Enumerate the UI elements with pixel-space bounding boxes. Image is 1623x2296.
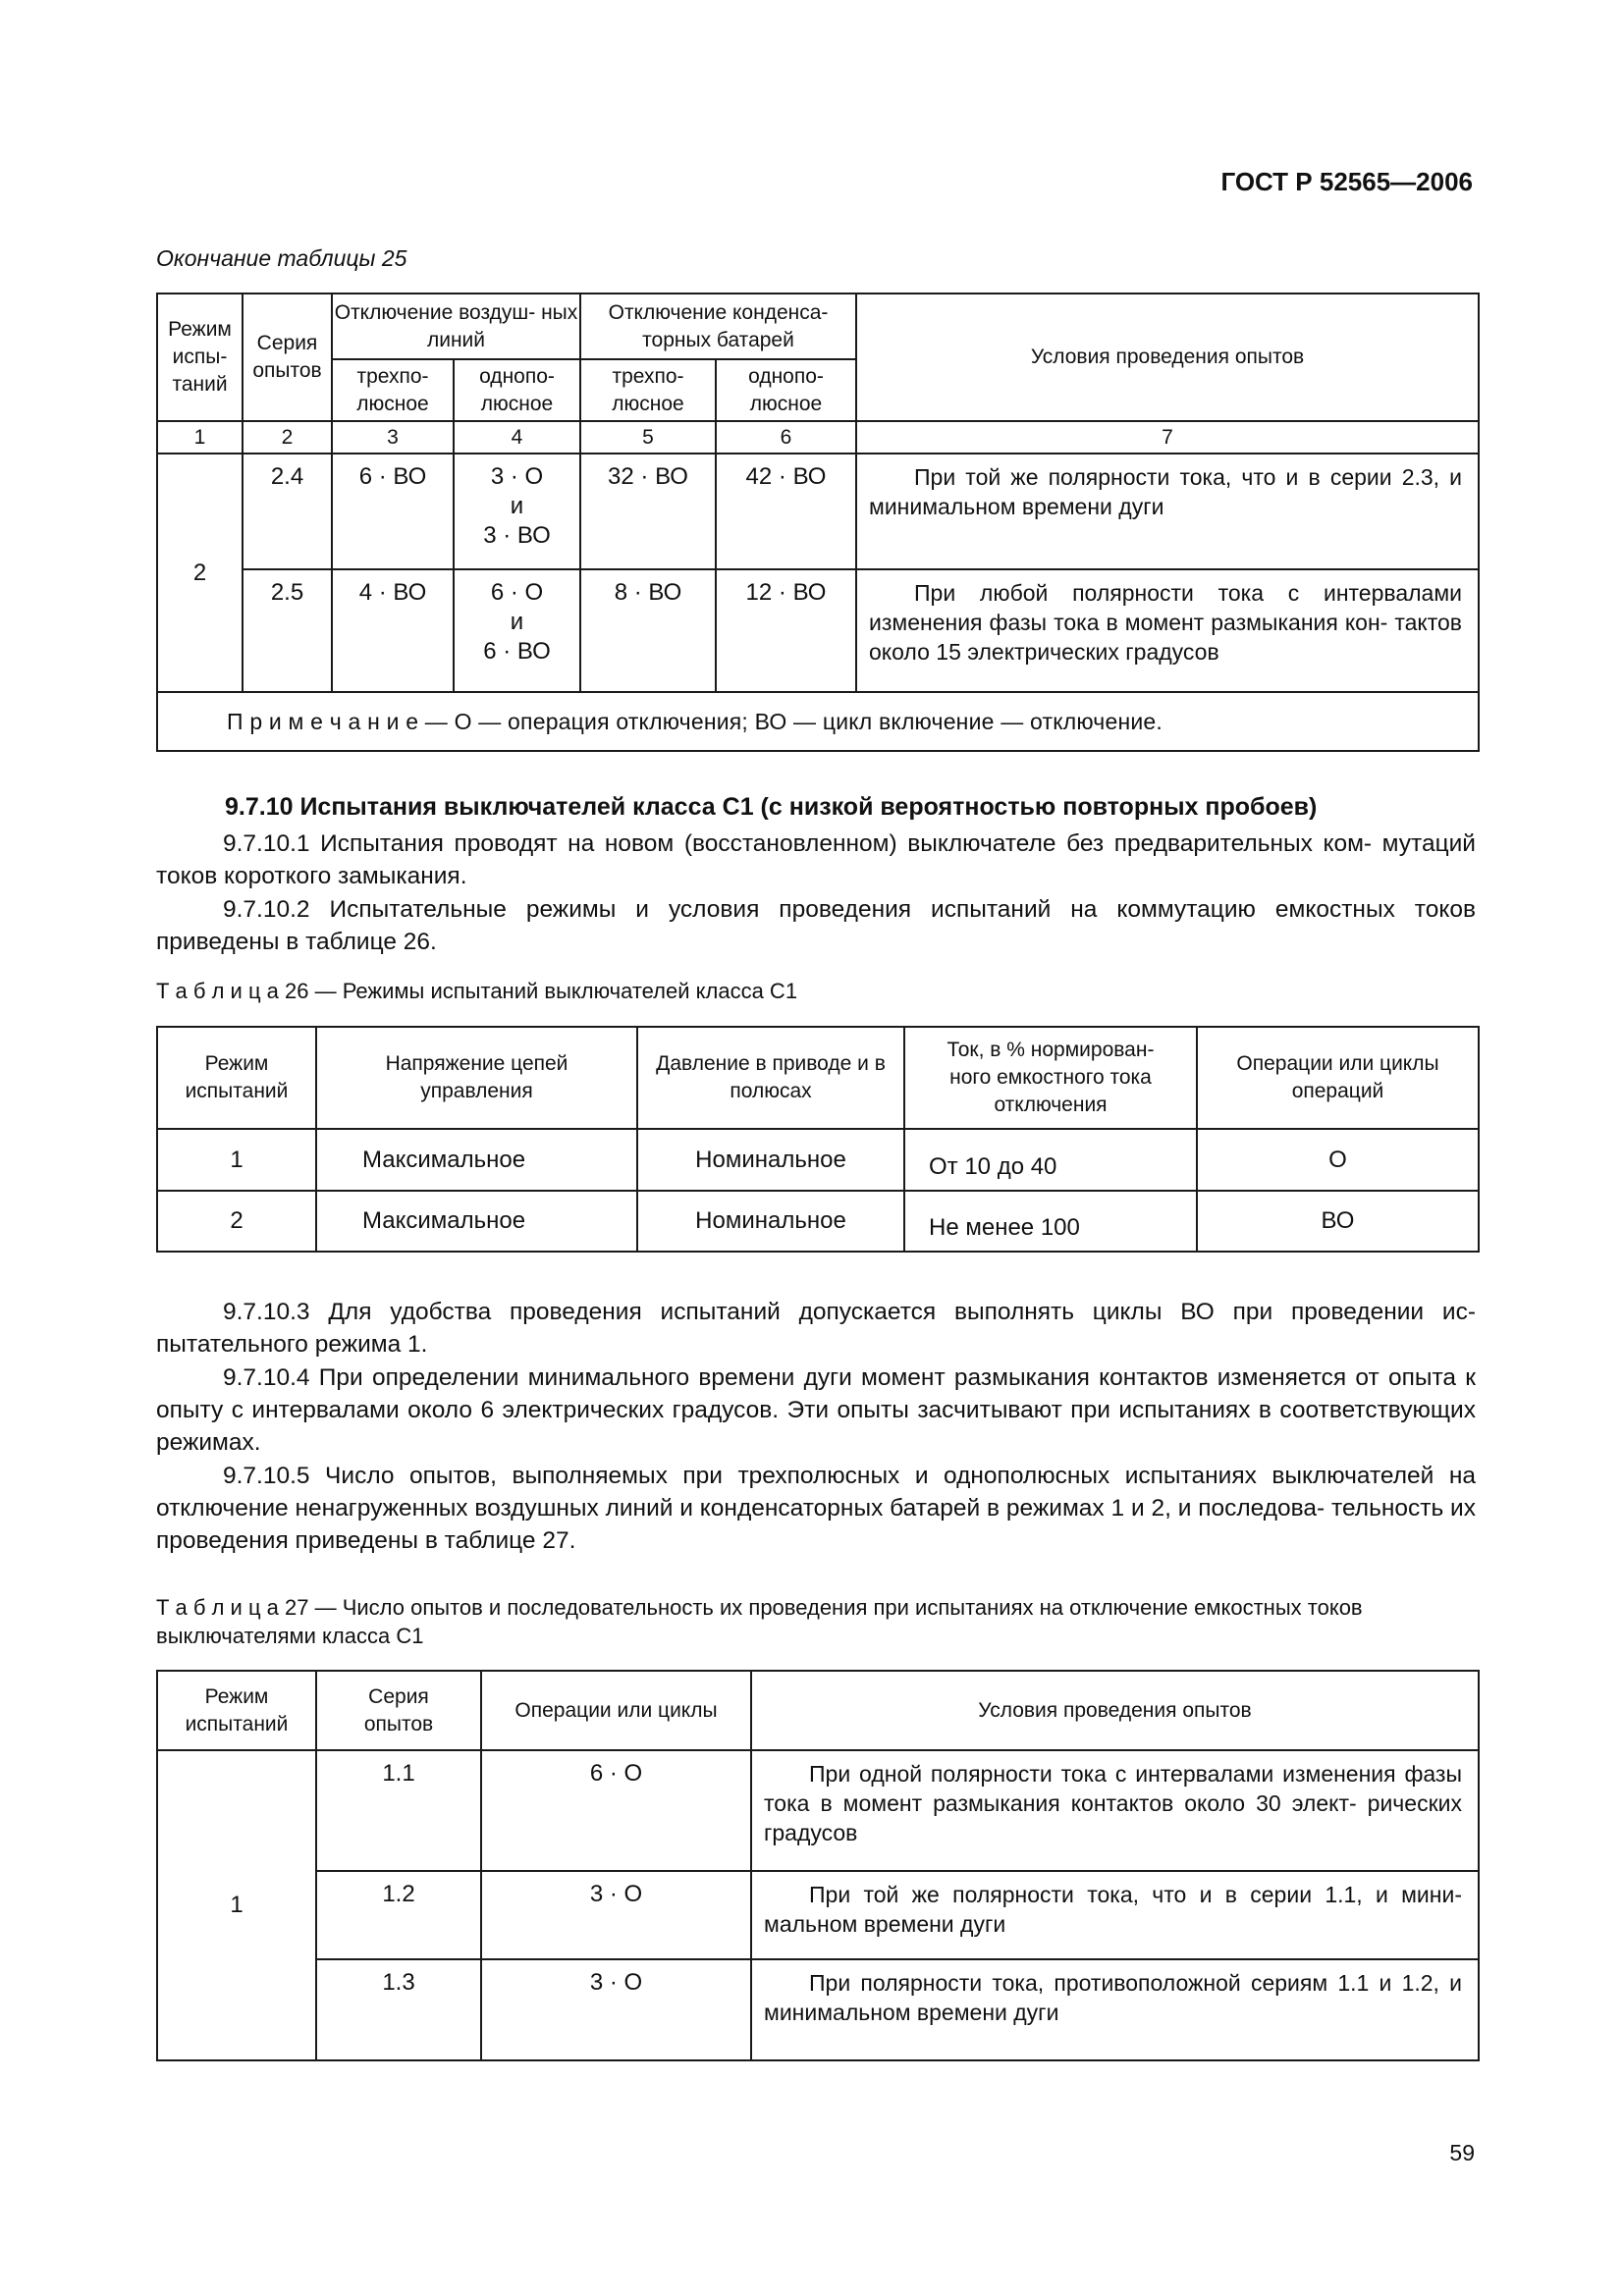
header-single-pole: однопо- люсное: [716, 359, 856, 421]
section-heading: 9.7.10 Испытания выключателей класса С1 (с низкой вероятностью повторных пробоев): [225, 793, 1318, 821]
paragraph: 9.7.10.1 Испытания проводят на новом (восстановленном) выключателе без предварительных ком- мутаций токов короткого замыкания.: [156, 830, 1476, 889]
ops-line: 6 · О: [490, 579, 544, 606]
header-cell: Операции или циклы: [481, 1671, 751, 1750]
col-number: 3: [332, 421, 454, 454]
ops-cell: 42 · ВО: [716, 454, 856, 569]
series-cell: 1.1: [316, 1750, 481, 1871]
table-cell: Максимальное: [316, 1191, 637, 1252]
table-cell: 1: [157, 1129, 316, 1191]
table-cell: Номинальное: [637, 1191, 904, 1252]
header-cell: Режим испытаний: [157, 1027, 316, 1129]
ops-cell: [454, 454, 580, 569]
table-25: [156, 293, 1480, 752]
header-cell: Режим испытаний: [157, 1671, 316, 1750]
ops-cell: 3 · О: [481, 1959, 751, 2060]
col-number: 1: [157, 421, 243, 454]
header-three-pole: трехпо- люсное: [332, 359, 454, 421]
ops-cell: 6 · ВО: [332, 454, 454, 569]
table-cell: 2: [157, 1191, 316, 1252]
col-number: 7: [856, 421, 1479, 454]
table-27: [156, 1670, 1480, 2061]
table-26-caption: Т а б л и ц а 26 — Режимы испытаний выключателей класса С1: [156, 979, 798, 1003]
header-mode: Режим испы- таний: [157, 294, 243, 421]
table-cell: Номинальное: [637, 1129, 904, 1191]
mode-cell: 1: [157, 1750, 316, 2060]
col-number: 2: [243, 421, 332, 454]
header-conditions: Условия проведения опытов: [856, 294, 1479, 421]
series-cell: 1.3: [316, 1959, 481, 2060]
table-26: [156, 1026, 1480, 1253]
table-note: П р и м е ч а н и е — О — операция отключения; ВО — цикл включение — отключение.: [157, 692, 1479, 751]
ops-cell: 32 · ВО: [580, 454, 716, 569]
series-cell: 2.4: [243, 454, 332, 569]
mode-cell: 2: [157, 454, 243, 692]
ops-line: и: [510, 493, 524, 519]
ops-line: 3 · ВО: [483, 522, 551, 549]
header-lines-group: Отключение воздуш- ных линий: [332, 294, 580, 359]
ops-line: и: [510, 609, 524, 635]
ops-line: 3 · О: [490, 463, 544, 490]
table-cell: О: [1197, 1129, 1479, 1191]
ops-cell: 3 · О: [481, 1871, 751, 1959]
table-25-caption: Окончание таблицы 25: [156, 245, 407, 271]
ops-cell: [454, 569, 580, 692]
ops-cell: 8 · ВО: [580, 569, 716, 692]
paragraph: 9.7.10.4 При определении минимального времени дуги момент размыкания контактов изменяется от опыта к опыту с интервалами около 6 электрических градусов. Эти опыты засчитывают при испытаниях в соответствующих режимах.: [156, 1364, 1476, 1456]
ops-cell: 4 · ВО: [332, 569, 454, 692]
conditions-cell: При любой полярности тока с интервалами изменения фазы тока в момент размыкания кон- тактов около 15 электрических градусов: [856, 569, 1479, 692]
conditions-cell: При полярности тока, противоположной сериям 1.1 и 1.2, и минимальном времени дуги: [751, 1959, 1479, 2060]
header-single-pole: однопо- люсное: [454, 359, 580, 421]
ops-cell: 12 · ВО: [716, 569, 856, 692]
table-cell: От 10 до 40: [904, 1129, 1197, 1191]
header-cell: Ток, в % нормирован- ного емкостного тока отключения: [904, 1027, 1197, 1129]
series-cell: 2.5: [243, 569, 332, 692]
document-code: ГОСТ Р 52565—2006: [1220, 167, 1473, 196]
header-cell: Операции или циклы операций: [1197, 1027, 1479, 1129]
paragraph: 9.7.10.2 Испытательные режимы и условия проведения испытаний на коммутацию емкостных токов приведены в таблице 26.: [156, 896, 1476, 955]
ops-line: 6 · ВО: [483, 638, 551, 665]
header-cell: Давление в приводе и в полюсах: [637, 1027, 904, 1129]
conditions-cell: При той же полярности тока, что и в серии 1.1, и мини- мальном времени дуги: [751, 1871, 1479, 1959]
paragraph: 9.7.10.3 Для удобства проведения испытаний допускается выполнять циклы ВО при проведении ис- пытательного режима 1.: [156, 1299, 1476, 1358]
table-cell: Максимальное: [316, 1129, 637, 1191]
header-series: Серия опытов: [243, 294, 332, 421]
table-cell: ВО: [1197, 1191, 1479, 1252]
conditions-cell: При той же полярности тока, что и в серии 2.3, и минимальном времени дуги: [856, 454, 1479, 569]
ops-cell: 6 · О: [481, 1750, 751, 1871]
header-capacitor-group: Отключение конденса- торных батарей: [580, 294, 856, 359]
col-number: 5: [580, 421, 716, 454]
col-number: 4: [454, 421, 580, 454]
page-number: 59: [1449, 2140, 1475, 2165]
table-27-caption: Т а б л и ц а 27 — Число опытов и последовательность их проведения при испытаниях на отключение емкостных токов выключателями класса С1: [156, 1595, 1363, 1648]
header-cell: Напряжение цепей управления: [316, 1027, 637, 1129]
series-cell: 1.2: [316, 1871, 481, 1959]
conditions-cell: При одной полярности тока с интервалами изменения фазы тока в момент размыкания контактов около 30 элект- рических градусов: [751, 1750, 1479, 1871]
header-three-pole: трехпо- люсное: [580, 359, 716, 421]
header-cell: Условия проведения опытов: [751, 1671, 1479, 1750]
col-number: 6: [716, 421, 856, 454]
header-cell: Серия опытов: [316, 1671, 481, 1750]
table-cell: Не менее 100: [904, 1191, 1197, 1252]
paragraph: 9.7.10.5 Число опытов, выполняемых при трехполюсных и однополюсных испытаниях выключателей на отключение ненагруженных воздушных линий и конденсаторных батарей в режимах 1 и 2, и последова- тельность их проведения приведены в таблице 27.: [156, 1463, 1476, 1554]
